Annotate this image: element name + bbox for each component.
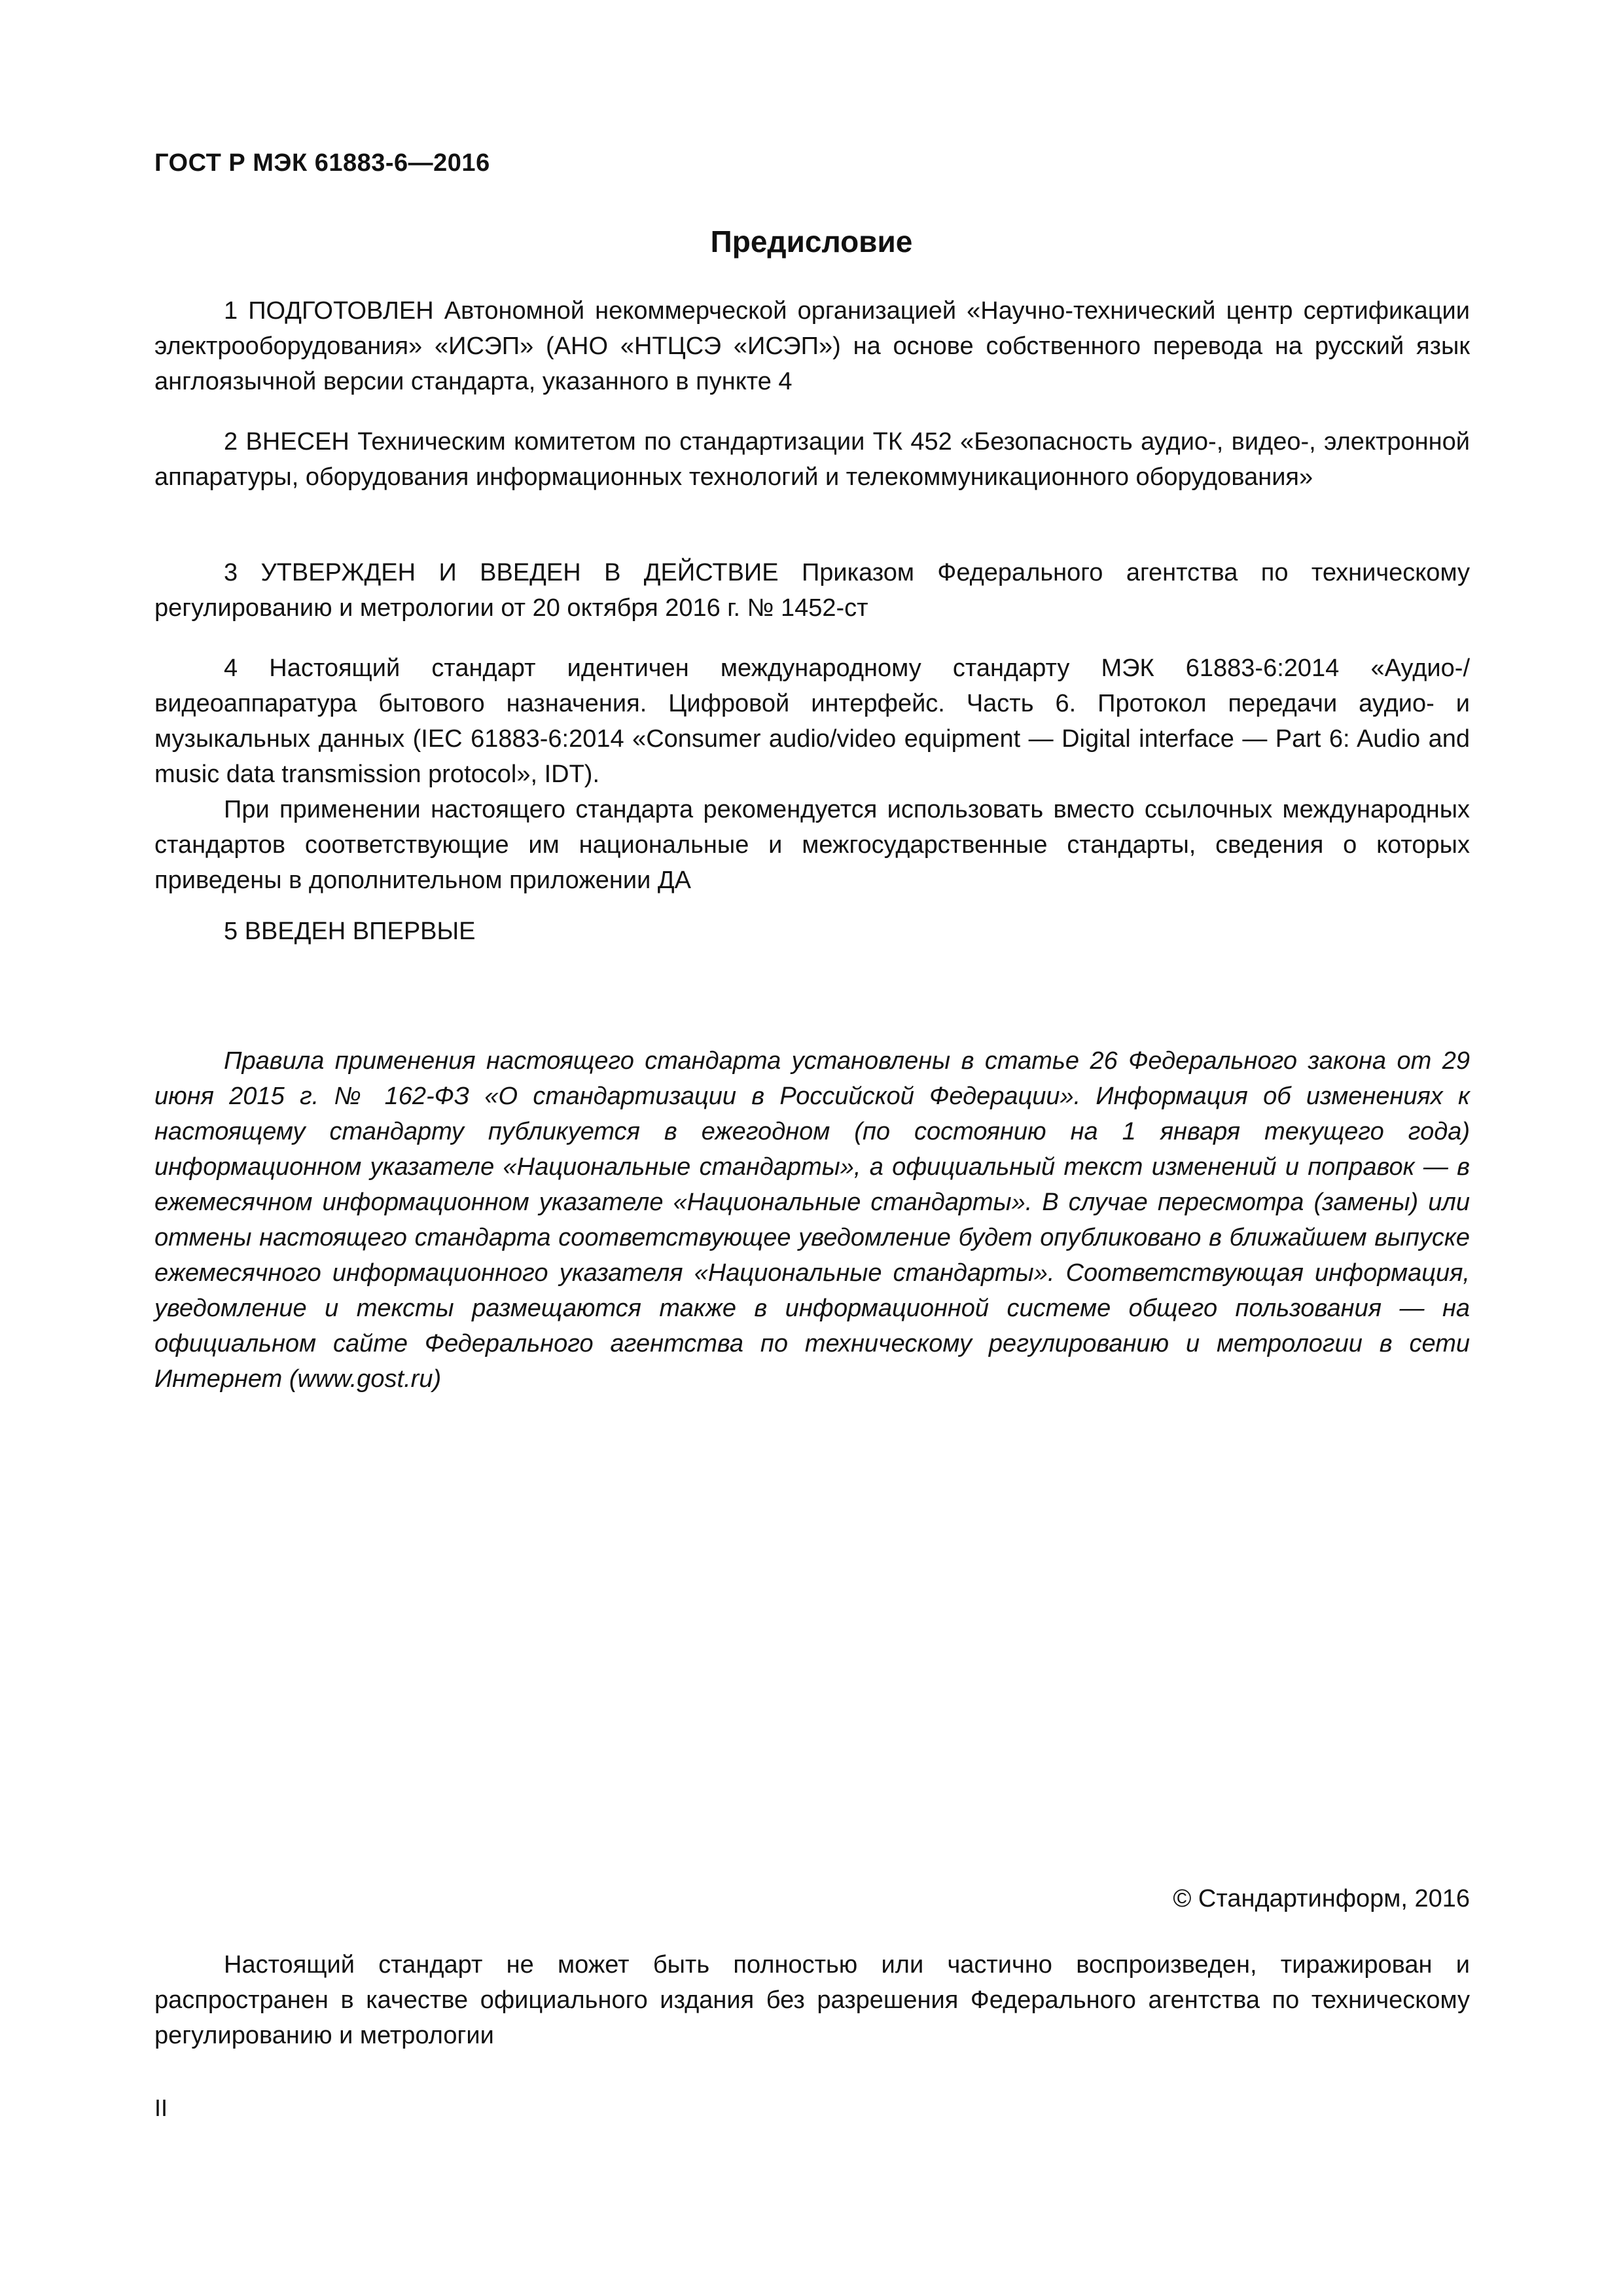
section-4 [154, 651, 1470, 898]
section-5 [154, 914, 1470, 949]
section-3-text: 3 УТВЕРЖДЕН И ВВЕДЕН В ДЕЙСТВИЕ Приказом Федерального агентства по техническому регулированию и метрологии от 20 октября 2016 г. № 1452-ст [154, 559, 1470, 622]
page-number: II [154, 2094, 168, 2121]
reproduction-notice-text: Настоящий стандарт не может быть полностью или частично воспроизведен, тиражирован и распространен в качестве официального издания без разрешения Федерального агентства по техническому регулированию и метрологии [154, 1951, 1470, 2049]
legal-notice-text: Правила применения настоящего стандарта установлены в статье 26 Федерального закона от 29 июня 2015 г. № 162-ФЗ «О стандартизации в Российской Федерации». Информация об изменениях к настоящему стандарту публикуется в ежегодном (по состоянию на 1 января текущего года) информационном указателе «Национальные стандарты», а официальный текст изменений и поправок — в ежемесячном информационном указателе «Национальные стандарты». В случае пересмотра (замены) или отмены настоящего стандарта соответствующее уведомление будет опубликовано в ближайшем выпуске ежемесячного информационного указателя «Национальные стандарты». Соответствующая информация, уведомление и тексты размещаются также в информационной системе общего пользования — на официальном сайте Федерального агентства по техническому регулированию и метрологии в сети Интернет (www.gost.ru) [154, 1047, 1470, 1393]
section-1 [154, 293, 1470, 399]
section-5-text: 5 ВВЕДЕН ВПЕРВЫЕ [224, 918, 476, 945]
section-1-text: 1 ПОДГОТОВЛЕН Автономной некоммерческой организацией «Научно-технический центр сертификации электрооборудования» «ИСЭП» (АНО «НТЦСЭ «ИСЭП») на основе собственного перевода на русский язык англоязычной версии стандарта, указанного в пункте 4 [154, 297, 1470, 395]
section-2-text: 2 ВНЕСЕН Техническим комитетом по стандартизации ТК 452 «Безопасность аудио-, видео-, электронной аппаратуры, оборудования информационных технологий и телекоммуникационного оборудования» [154, 428, 1470, 491]
section-4-note: При применении настоящего стандарта рекомендуется использовать вместо ссылочных международных стандартов соответствующие им национальные и межгосударственные стандарты, сведения о которых приведены в дополнительном приложении ДА [154, 796, 1470, 894]
section-4-text: 4 Настоящий стандарт идентичен международному стандарту МЭК 61883-6:2014 «Аудио-/видеоаппаратура бытового назначения. Цифровой интерфейс. Часть 6. Протокол передачи аудио- и музыкальных данных (IEC 61883-6:2014 «Consumer audio/video equipment — Digital interface — Part 6: Audio and music data transmission protocol», IDT). [154, 655, 1470, 788]
reproduction-notice [154, 1947, 1470, 2053]
section-3 [154, 555, 1470, 626]
section-2 [154, 424, 1470, 495]
copyright-line: © Стандартинформ, 2016 [1173, 1885, 1470, 1912]
standard-code-header: ГОСТ Р МЭК 61883-6—2016 [154, 149, 490, 177]
legal-notice [154, 1043, 1470, 1397]
page-title: Предисловие [710, 224, 913, 259]
